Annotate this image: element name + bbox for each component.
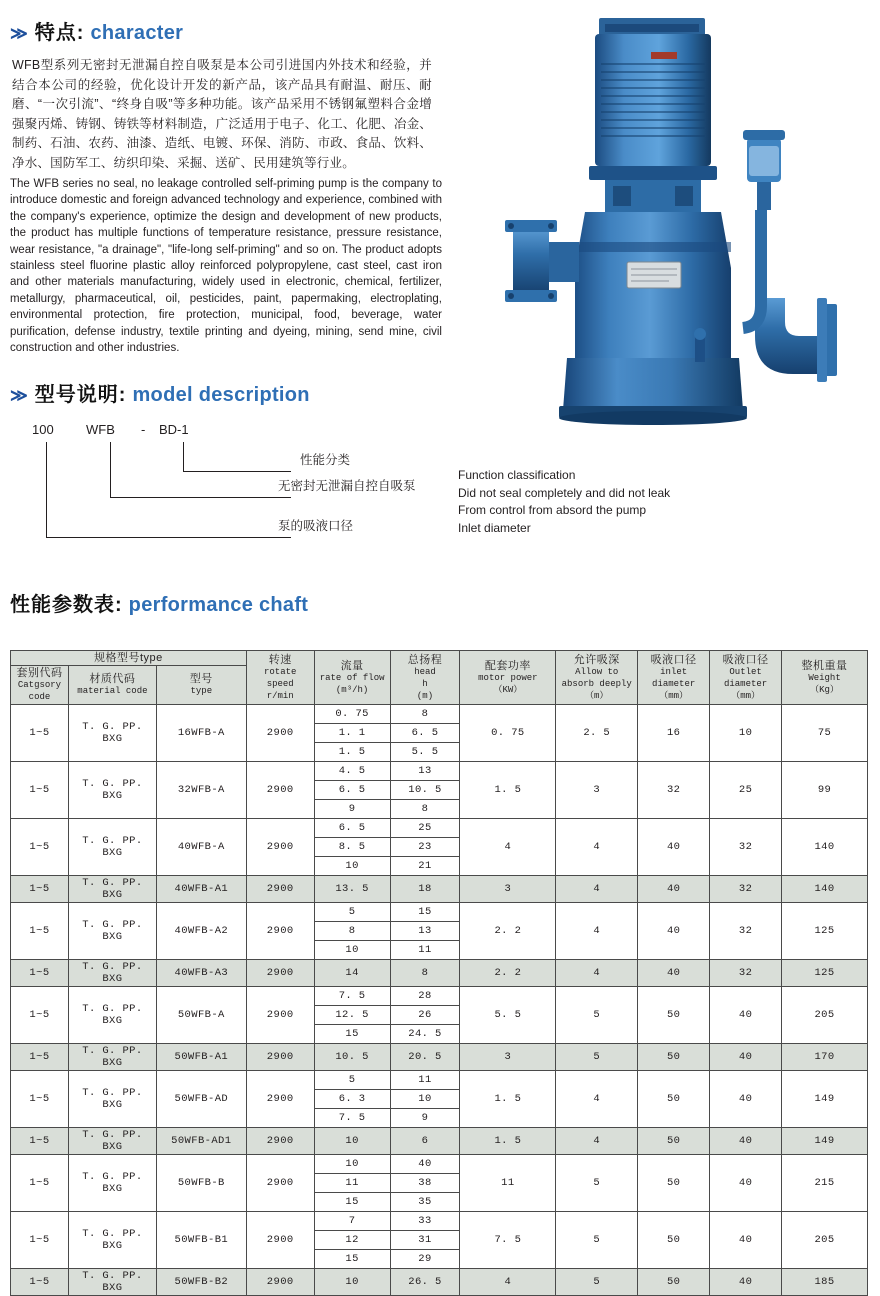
header-suction-en1: Allow to [575,666,619,677]
performance-table [10,650,868,1296]
header-rotate-speed-unit: r/min [266,690,294,701]
cell-type: 40WFB-A1 [156,876,246,903]
cell-head: 15 [390,903,460,922]
cell-motor-power: 1. 5 [460,1071,556,1128]
performance-section-heading [10,588,308,617]
cell-absorb-deeply: 5 [556,1155,638,1212]
cell-rotate-speed: 2900 [246,1071,314,1128]
header-outlet-diameter [710,651,782,705]
header-suction-cn: 允许吸深 [573,653,620,666]
table-row [11,903,868,922]
cell-rate-of-flow: 7. 5 [314,1109,390,1128]
cell-material-code: T. G. PP. BXG [68,1044,156,1071]
table-row [11,819,868,838]
cell-material-code: T. G. PP. BXG [68,1128,156,1155]
header-category-code [11,666,69,705]
header-motor-power [460,651,556,705]
cell-absorb-deeply: 5 [556,1044,638,1071]
cell-rate-of-flow: 4. 5 [314,762,390,781]
cell-type: 16WFB-A [156,705,246,762]
cell-head: 8 [390,705,460,724]
cell-head: 28 [390,987,460,1006]
cell-rate-of-flow: 7 [314,1212,390,1231]
cell-head: 13 [390,762,460,781]
cell-head: 9 [390,1109,460,1128]
header-head-sym: h [422,678,428,689]
cell-material-code: T. G. PP. BXG [68,705,156,762]
table-row [11,705,868,724]
cell-type: 40WFB-A [156,819,246,876]
table-row [11,960,868,987]
header-type-cn: 型号 [189,673,213,685]
cell-weight: 149 [782,1128,868,1155]
cell-head: 40 [390,1155,460,1174]
model-code-suffix: BD-1 [159,422,189,437]
cell-outlet-diameter: 40 [710,1044,782,1071]
cell-head: 6. 5 [390,724,460,743]
header-type-en: type [190,686,213,696]
cell-motor-power: 4 [460,819,556,876]
leader-line-2-vertical [110,442,111,498]
cell-type: 50WFB-AD [156,1071,246,1128]
cell-absorb-deeply: 2. 5 [556,705,638,762]
cell-absorb-deeply: 4 [556,903,638,960]
cell-rotate-speed: 2900 [246,876,314,903]
model-code-dash: - [141,422,146,437]
header-power-cn: 配套功率 [484,659,531,672]
leader-line-1-horizontal [183,471,291,472]
model-label-en-2: Did not seal completely and did not leak [458,486,671,500]
cell-category-code: 1~5 [11,987,69,1044]
cell-head: 31 [390,1231,460,1250]
header-category-en: Catgsory code [17,680,62,702]
cell-head: 13 [390,922,460,941]
cell-type: 50WFB-B [156,1155,246,1212]
pump-product-photo [455,6,875,436]
cell-absorb-deeply: 5 [556,987,638,1044]
cell-inlet-diameter: 50 [638,1128,710,1155]
cell-category-code: 1~5 [11,903,69,960]
cell-absorb-deeply: 4 [556,960,638,987]
header-weight-cn: 整机重量 [801,659,848,672]
cell-motor-power: 1. 5 [460,1128,556,1155]
cell-inlet-diameter: 50 [638,1269,710,1296]
cell-category-code: 1~5 [11,1155,69,1212]
character-english-paragraph: The WFB series no seal, no leakage controlled self-priming pump is the company to introduce domestic and foreign advanced technology and experience, combined with the company's experience, optimize the design and development of new products, the product has multiple functions of temperature resistance, pressure resistance, wear resistance, "a drainage", "life-long self-priming" and so on. The product adopts stainless steel fluorine plastic alloy reinforced polypropylene, cast steel, cast iron and other materials manufacturing, widely used in electronic, chemical, fertilizer, metallurgy, pharmaceutical, oil, pesticides, paint, papermaking, electroplating, environmental protection, fire protection, municipal, food, beverage, water purification, defense industry, textile printing and dyeing, mining, send mine, civil construction and other industries. [10,178,442,355]
header-rate-of-flow [314,651,390,705]
cell-rate-of-flow: 6. 5 [314,781,390,800]
header-allow-absorb-deeply [556,651,638,705]
table-header [11,651,868,705]
cell-outlet-diameter: 40 [710,1128,782,1155]
cell-head: 25 [390,819,460,838]
header-outlet-cn: 吸液口径 [722,653,769,666]
cell-material-code: T. G. PP. BXG [68,876,156,903]
cell-head: 33 [390,1212,460,1231]
cell-rotate-speed: 2900 [246,1155,314,1212]
cell-rate-of-flow: 10 [314,1269,390,1296]
cell-rate-of-flow: 1. 1 [314,724,390,743]
table-row [11,987,868,1006]
cell-category-code: 1~5 [11,1044,69,1071]
cell-category-code: 1~5 [11,705,69,762]
cell-type: 40WFB-A2 [156,903,246,960]
header-head-unit: (m) [416,690,434,701]
header-flow-en: rate of flow [319,672,385,683]
cell-motor-power: 3 [460,1044,556,1071]
cell-motor-power: 4 [460,1269,556,1296]
cell-category-code: 1~5 [11,1212,69,1269]
table-row [11,1044,868,1071]
header-outlet-unit: （mm） [731,690,760,701]
cell-rate-of-flow: 15 [314,1250,390,1269]
table-row [11,1269,868,1296]
cell-category-code: 1~5 [11,960,69,987]
header-outlet-en2: diameter [723,678,768,689]
cell-inlet-diameter: 40 [638,960,710,987]
cell-motor-power: 3 [460,876,556,903]
model-label-en-1: Function classification [458,468,576,482]
cell-absorb-deeply: 5 [556,1212,638,1269]
cell-outlet-diameter: 40 [710,1071,782,1128]
cell-material-code: T. G. PP. BXG [68,903,156,960]
cell-rotate-speed: 2900 [246,987,314,1044]
cell-category-code: 1~5 [11,876,69,903]
model-code-series: WFB [86,422,115,437]
cell-head: 26. 5 [390,1269,460,1296]
model-label-en-4: Inlet diameter [458,521,531,535]
cell-head: 21 [390,857,460,876]
header-type [156,666,246,705]
cell-rate-of-flow: 10 [314,941,390,960]
cell-category-code: 1~5 [11,819,69,876]
cell-head: 20. 5 [390,1044,460,1071]
cell-head: 11 [390,1071,460,1090]
cell-absorb-deeply: 3 [556,762,638,819]
cell-weight: 125 [782,903,868,960]
leader-line-1-vertical [183,442,184,472]
cell-inlet-diameter: 50 [638,1155,710,1212]
cell-outlet-diameter: 40 [710,1212,782,1269]
table-body [11,705,868,1296]
table-row [11,762,868,781]
cell-material-code: T. G. PP. BXG [68,1071,156,1128]
header-inlet-en1: inlet [660,666,688,677]
cell-material-code: T. G. PP. BXG [68,1212,156,1269]
header-weight-en: Weight [808,672,841,683]
cell-inlet-diameter: 40 [638,876,710,903]
cell-weight: 149 [782,1071,868,1128]
header-material-code [68,666,156,705]
header-head-cn: 总扬程 [407,653,443,666]
header-suction-en2: absorb deeply [561,678,632,689]
cell-type: 40WFB-A3 [156,960,246,987]
cell-material-code: T. G. PP. BXG [68,1269,156,1296]
model-label-cn-2: 无密封无泄漏自控自吸泵 [278,479,416,493]
leader-line-3-vertical [46,442,47,538]
cell-inlet-diameter: 50 [638,1212,710,1269]
header-head-en: head [414,666,436,677]
cell-rate-of-flow: 8. 5 [314,838,390,857]
cell-rate-of-flow: 10 [314,857,390,876]
cell-head: 11 [390,941,460,960]
table-row [11,1155,868,1174]
cell-rate-of-flow: 12. 5 [314,1006,390,1025]
character-heading-en: character [90,22,184,44]
performance-heading-en: performance chaft [128,594,309,616]
header-spec-type: 规格型号type [11,651,247,666]
cell-rate-of-flow: 8 [314,922,390,941]
cell-head: 6 [390,1128,460,1155]
cell-rotate-speed: 2900 [246,1269,314,1296]
cell-weight: 140 [782,819,868,876]
cell-rate-of-flow: 5 [314,903,390,922]
header-material-cn: 材质代码 [89,673,136,685]
header-inlet-unit: （mm） [659,690,689,701]
cell-motor-power: 2. 2 [460,903,556,960]
cell-rate-of-flow: 1. 5 [314,743,390,762]
cell-absorb-deeply: 4 [556,876,638,903]
cell-head: 5. 5 [390,743,460,762]
header-power-unit: （KW） [493,684,523,695]
model-section-heading [10,378,310,407]
cell-absorb-deeply: 4 [556,1128,638,1155]
header-weight-unit: （Kg） [810,684,839,695]
cell-motor-power: 11 [460,1155,556,1212]
cell-outlet-diameter: 40 [710,987,782,1044]
character-section-heading [10,16,183,45]
cell-absorb-deeply: 4 [556,819,638,876]
cell-head: 35 [390,1193,460,1212]
cell-weight: 125 [782,960,868,987]
header-inlet-cn: 吸液口径 [650,653,697,666]
leader-line-3-horizontal [46,537,291,538]
cell-rate-of-flow: 9 [314,800,390,819]
table-row [11,1128,868,1155]
model-heading-en: model description [132,384,310,406]
cell-inlet-diameter: 32 [638,762,710,819]
cell-rotate-speed: 2900 [246,1128,314,1155]
cell-rate-of-flow: 10 [314,1155,390,1174]
cell-rate-of-flow: 13. 5 [314,876,390,903]
model-heading-cn: 型号说明: [34,384,127,406]
header-rotate-speed-en: rotate speed [264,666,297,689]
cell-outlet-diameter: 25 [710,762,782,819]
cell-material-code: T. G. PP. BXG [68,1155,156,1212]
cell-inlet-diameter: 16 [638,705,710,762]
cell-rotate-speed: 2900 [246,1212,314,1269]
header-inlet-diameter [638,651,710,705]
cell-motor-power: 5. 5 [460,987,556,1044]
header-category-cn: 套别代码 [16,667,63,679]
table-header-row-1 [11,651,868,666]
cell-material-code: T. G. PP. BXG [68,762,156,819]
cell-head: 8 [390,960,460,987]
cell-rate-of-flow: 14 [314,960,390,987]
cell-absorb-deeply: 5 [556,1269,638,1296]
cell-outlet-diameter: 32 [710,876,782,903]
header-power-en: motor power [478,672,538,683]
cell-rate-of-flow: 10 [314,1128,390,1155]
cell-rotate-speed: 2900 [246,705,314,762]
cell-category-code: 1~5 [11,1269,69,1296]
performance-heading-cn: 性能参数表: [10,594,123,616]
cell-type: 32WFB-A [156,762,246,819]
cell-material-code: T. G. PP. BXG [68,819,156,876]
cell-motor-power: 1. 5 [460,762,556,819]
cell-head: 38 [390,1174,460,1193]
cell-rate-of-flow: 10. 5 [314,1044,390,1071]
cell-rate-of-flow: 6. 5 [314,819,390,838]
cell-rate-of-flow: 15 [314,1193,390,1212]
cell-weight: 215 [782,1155,868,1212]
cell-material-code: T. G. PP. BXG [68,987,156,1044]
cell-weight: 170 [782,1044,868,1071]
header-flow-unit: (m³/h) [335,684,369,695]
cell-inlet-diameter: 50 [638,987,710,1044]
cell-rotate-speed: 2900 [246,960,314,987]
cell-weight: 205 [782,1212,868,1269]
cell-outlet-diameter: 40 [710,1269,782,1296]
cell-weight: 99 [782,762,868,819]
cell-rate-of-flow: 0. 75 [314,705,390,724]
cell-type: 50WFB-A1 [156,1044,246,1071]
cell-inlet-diameter: 50 [638,1044,710,1071]
cell-rotate-speed: 2900 [246,903,314,960]
cell-inlet-diameter: 40 [638,903,710,960]
chevron-right-icon: ≫ [10,386,25,405]
cell-rate-of-flow: 5 [314,1071,390,1090]
cell-rate-of-flow: 12 [314,1231,390,1250]
cell-head: 10 [390,1090,460,1109]
cell-inlet-diameter: 50 [638,1071,710,1128]
cell-weight: 185 [782,1269,868,1296]
header-weight [782,651,868,705]
chevron-right-icon: ≫ [10,24,25,43]
character-chinese-paragraph: WFB型系列无密封无泄漏自控自吸泵是本公司引进国内外技术和经验，并结合本公司的经验，优化设计开发的新产品，该产品具有耐温、耐压、耐磨、“一次引流”、“终身自吸”等多种功能。该产品采用不锈钢氟塑料合金增强聚丙烯、铸钢、铸铁等材料制造，广泛适用于电子、化工、化肥、冶金、制药、石油、农药、油漆、造纸、电镀、环保、消防、市政、食品、饮料、净水、国防军工、纺织印染、采掘、送矿、民用建筑等行业。 [12,58,432,170]
cell-head: 8 [390,800,460,819]
model-code-size: 100 [32,422,54,437]
header-rotate-speed-cn: 转速 [268,653,292,666]
model-label-cn-3: 泵的吸液口径 [278,519,354,533]
cell-head: 18 [390,876,460,903]
table-row [11,1071,868,1090]
header-material-en: material code [77,686,148,696]
cell-rate-of-flow: 7. 5 [314,987,390,1006]
header-suction-unit: （m） [585,690,609,701]
cell-outlet-diameter: 40 [710,1155,782,1212]
cell-rate-of-flow: 6. 3 [314,1090,390,1109]
cell-head: 26 [390,1006,460,1025]
cell-material-code: T. G. PP. BXG [68,960,156,987]
header-outlet-en1: Outlet [729,666,762,677]
cell-category-code: 1~5 [11,762,69,819]
cell-outlet-diameter: 32 [710,903,782,960]
cell-category-code: 1~5 [11,1071,69,1128]
cell-head: 10. 5 [390,781,460,800]
model-label-cn-1: 性能分类 [300,453,351,467]
cell-weight: 140 [782,876,868,903]
cell-motor-power: 2. 2 [460,960,556,987]
table-row [11,876,868,903]
cell-head: 23 [390,838,460,857]
cell-rotate-speed: 2900 [246,762,314,819]
cell-type: 50WFB-B2 [156,1269,246,1296]
cell-absorb-deeply: 4 [556,1071,638,1128]
table-row [11,1212,868,1231]
cell-rotate-speed: 2900 [246,819,314,876]
header-rotate-speed [246,651,314,705]
header-flow-cn: 流量 [340,659,364,672]
cell-category-code: 1~5 [11,1128,69,1155]
header-head [390,651,460,705]
cell-type: 50WFB-A [156,987,246,1044]
header-inlet-en2: diameter [652,678,696,689]
cell-weight: 75 [782,705,868,762]
cell-rate-of-flow: 11 [314,1174,390,1193]
cell-rotate-speed: 2900 [246,1044,314,1071]
cell-head: 24. 5 [390,1025,460,1044]
cell-outlet-diameter: 32 [710,819,782,876]
cell-head: 29 [390,1250,460,1269]
leader-line-2-horizontal [110,497,291,498]
cell-inlet-diameter: 40 [638,819,710,876]
model-label-en-3: From control from absord the pump [458,503,647,517]
cell-outlet-diameter: 10 [710,705,782,762]
cell-motor-power: 0. 75 [460,705,556,762]
cell-rate-of-flow: 15 [314,1025,390,1044]
cell-outlet-diameter: 32 [710,960,782,987]
cell-motor-power: 7. 5 [460,1212,556,1269]
cell-weight: 205 [782,987,868,1044]
cell-type: 50WFB-B1 [156,1212,246,1269]
character-heading-cn: 特点: [34,22,85,44]
cell-type: 50WFB-AD1 [156,1128,246,1155]
